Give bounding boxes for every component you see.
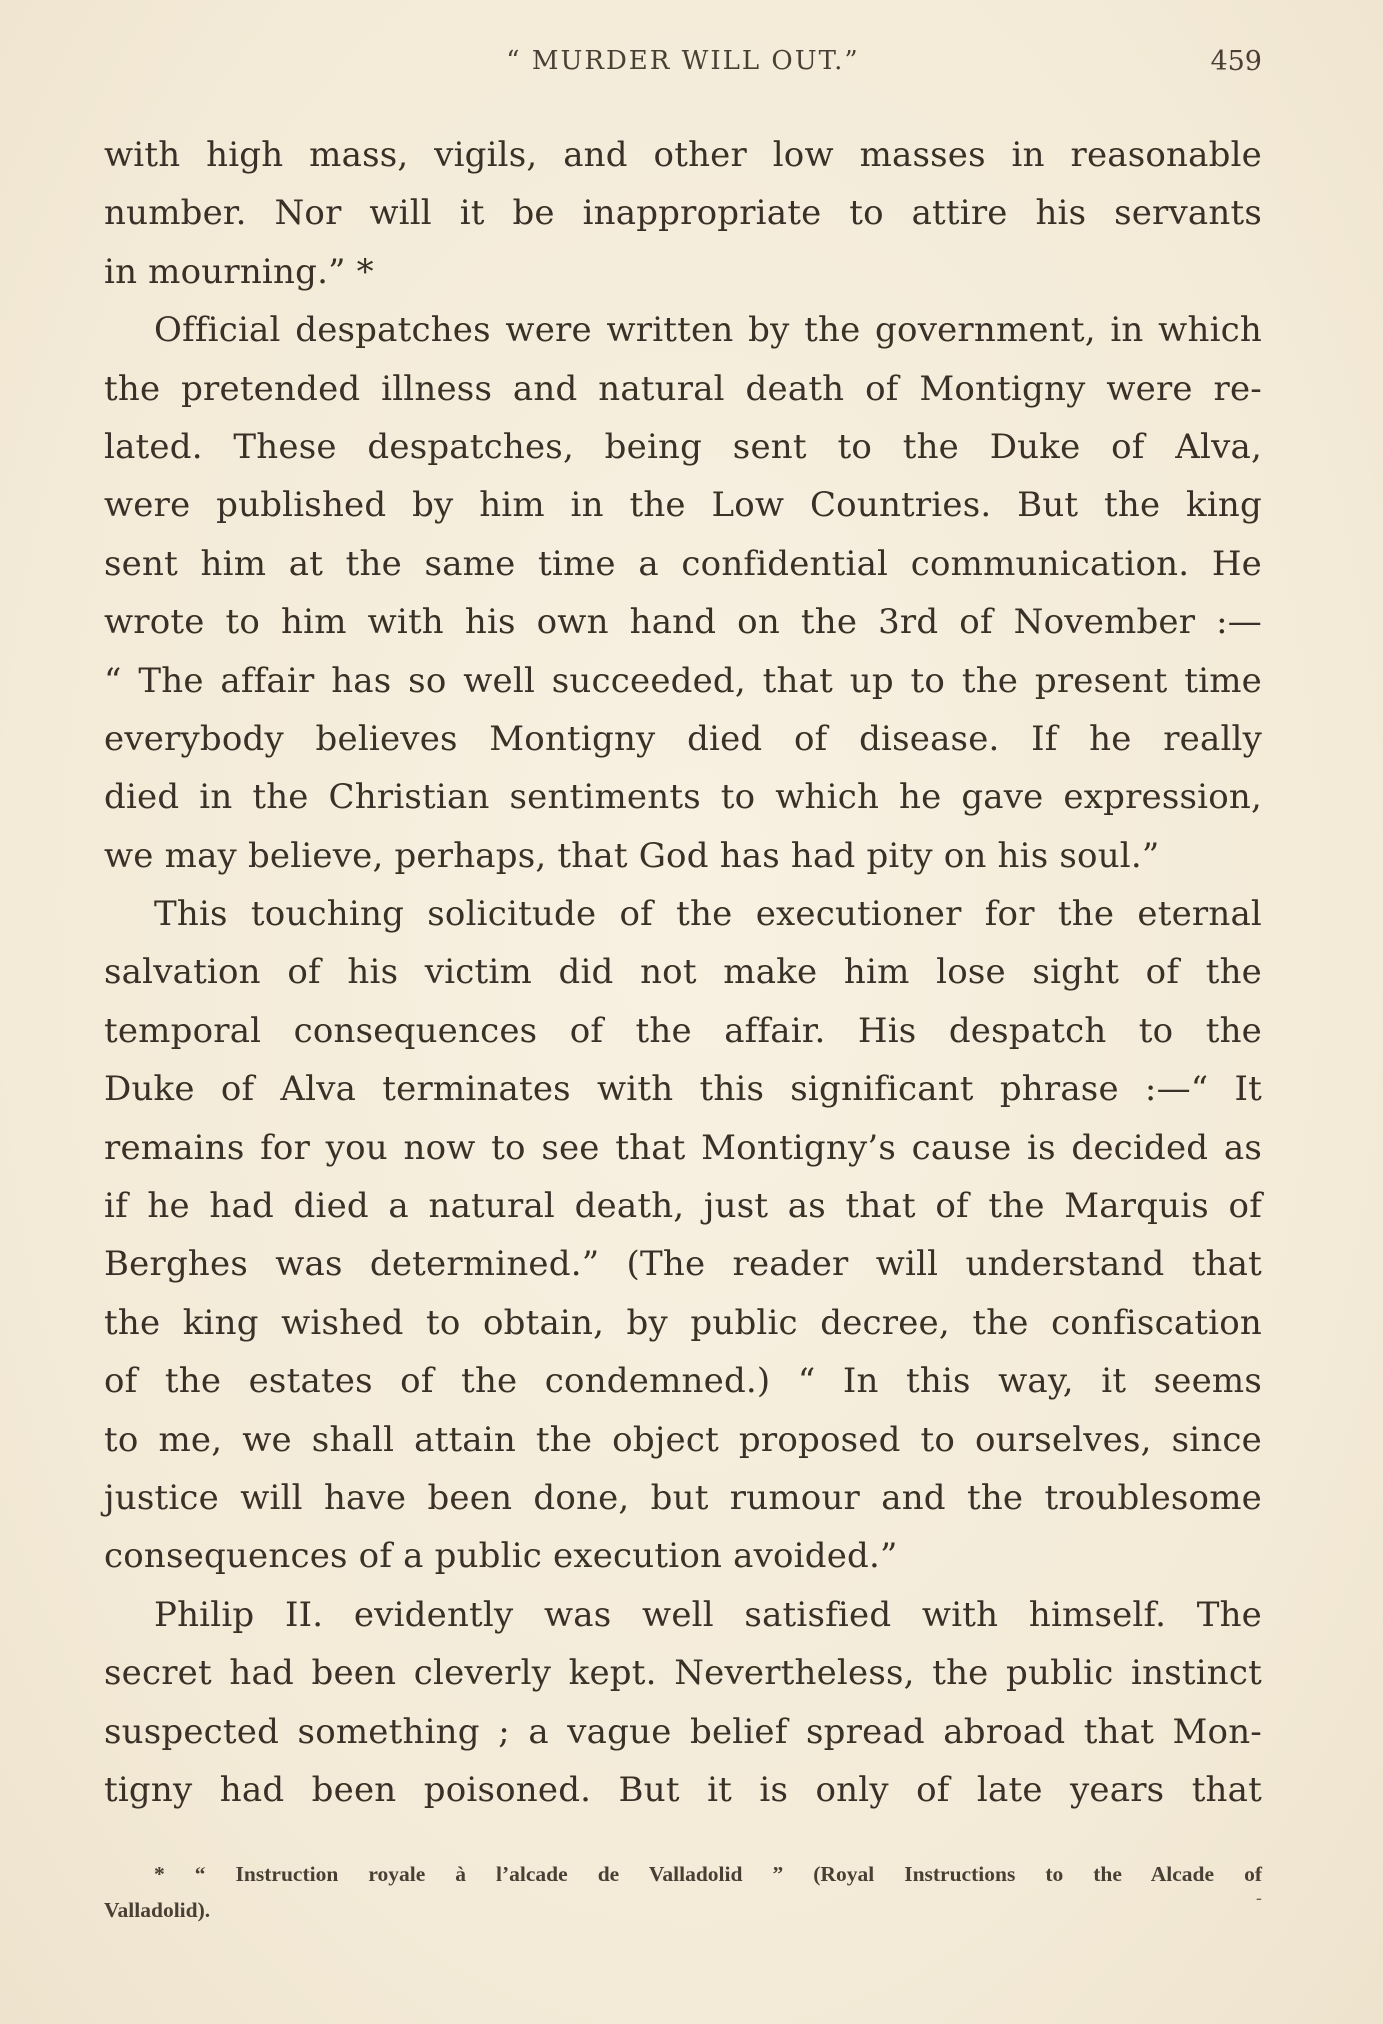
text-line: This touching solicitude of the executioner for the eternal <box>154 894 1262 935</box>
footnote-line: Valladolid). <box>104 1898 211 1922</box>
text-line: of the estates of the condemned.) “ In this way, it seems <box>104 1361 1262 1402</box>
text-line: Duke of Alva terminates with this significant phrase :—“ It <box>104 1069 1262 1110</box>
text-line: were published by him in the Low Countries. But the king <box>104 485 1262 526</box>
text-line: salvation of his victim did not make him lose sight of the <box>104 952 1262 993</box>
text-line: sent him at the same time a confidential communication. He <box>104 543 1262 584</box>
text-line: tigny had been poisoned. But it is only of late years that <box>104 1769 1262 1810</box>
text-line: remains for you now to see that Montigny’s cause is decided as <box>104 1127 1262 1168</box>
text-line: lated. These despatches, being sent to the Duke of Alva, <box>104 426 1262 467</box>
text-line: number. Nor will it be inappropriate to attire his servants <box>104 193 1262 234</box>
running-title: “ MURDER WILL OUT.” <box>506 46 860 76</box>
text-line: suspected something ; a vague belief spread abroad that Mon- <box>104 1711 1262 1752</box>
text-line: justice will have been done, but rumour and the troublesome <box>104 1477 1262 1518</box>
text-line: in mourning.” * <box>104 251 374 292</box>
text-line: with high mass, vigils, and other low masses in reasonable <box>104 135 1262 175</box>
page-number: 459 <box>1210 46 1262 77</box>
footnote <box>104 1856 1262 1928</box>
text-line: temporal consequences of the affair. His despatch to the <box>104 1010 1262 1051</box>
text-line: we may believe, perhaps, that God has had pity on his soul.” <box>104 835 1160 876</box>
text-line: the pretended illness and natural death of Montigny were re- <box>104 368 1262 409</box>
text-line: Philip II. evidently was well satisfied with himself. The <box>154 1594 1262 1635</box>
page-header <box>104 46 1262 86</box>
text-line: Official despatches were written by the government, in which <box>154 310 1262 351</box>
text-line: consequences of a public execution avoided.” <box>104 1536 898 1577</box>
text-line: if he had died a natural death, just as that of the Marquis of <box>104 1186 1262 1227</box>
text-line: everybody believes Montigny died of disease. If he really <box>104 718 1262 759</box>
footnote-line: * “ Instruction royale à l’alcade de Valladolid ” (Royal Instructions to the Alcade of <box>154 1862 1262 1886</box>
text-line: Berghes was determined.” (The reader will understand that <box>104 1244 1262 1285</box>
text-line: died in the Christian sentiments to which he gave expression, <box>104 777 1262 818</box>
text-line: “ The affair has so well succeeded, that up to the present time <box>104 660 1262 701</box>
text-line: secret had been cleverly kept. Nevertheless, the public instinct <box>104 1653 1262 1694</box>
body-text <box>104 126 1262 1819</box>
footnote-mark: - <box>1255 1888 1262 1909</box>
text-line: to me, we shall attain the object proposed to ourselves, since <box>104 1419 1262 1460</box>
text-line: wrote to him with his own hand on the 3rd of November :— <box>104 602 1262 643</box>
text-line: the king wished to obtain, by public decree, the confiscation <box>104 1302 1262 1343</box>
